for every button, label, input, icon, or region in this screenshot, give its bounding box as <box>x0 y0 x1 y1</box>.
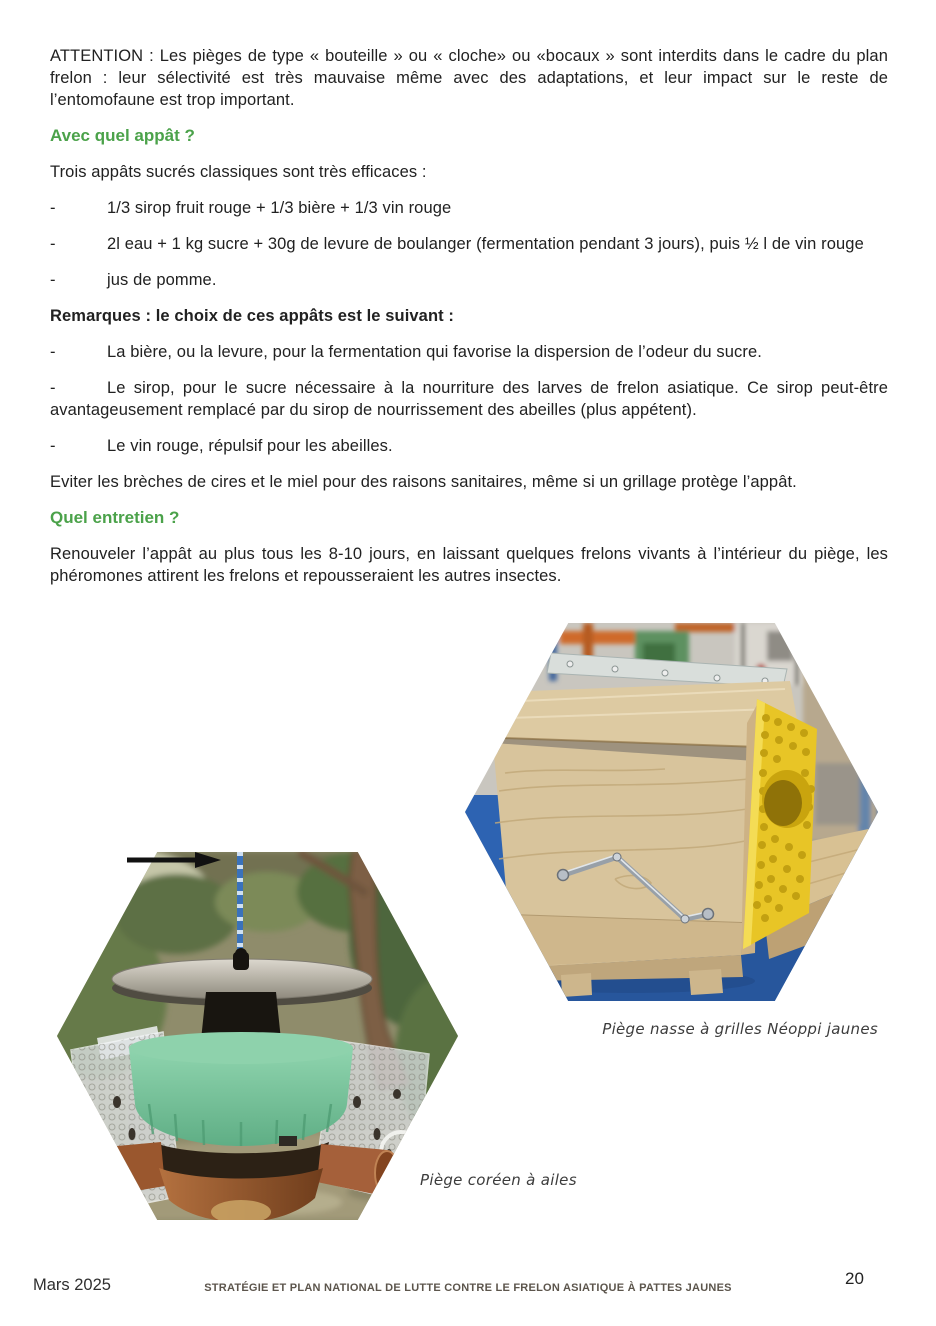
bait-item-text: 1/3 sirop fruit rouge + 1/3 bière + 1/3 vin rouge <box>107 199 452 217</box>
maintenance-paragraph: Renouveler l’appât au plus tous les 8-10 jours, en laissant quelques frelons vivants à l’intérieur du piège, les phéromones attirent les frelons et repousseraient les autres insectes. <box>50 545 888 585</box>
remark-item <box>50 341 888 363</box>
bait-heading: Avec quel appât ? <box>50 126 195 145</box>
list-marker: - <box>50 199 56 217</box>
list-marker: - <box>50 437 56 455</box>
bait-item <box>50 197 888 219</box>
list-marker: - <box>50 235 56 253</box>
remark-item <box>50 377 888 421</box>
footer-title: STRATÉGIE ET PLAN NATIONAL DE LUTTE CONTRE LE FRELON ASIATIQUE À PATTES JAUNES <box>204 1282 732 1294</box>
figure-caption-neoppi: Piège nasse à grilles Néoppi jaunes <box>602 1020 878 1038</box>
remark-item-text: La bière, ou la levure, pour la fermentation qui favorise la dispersion de l’odeur du sucre. <box>107 343 762 361</box>
bait-item <box>50 233 888 255</box>
figure-neoppi-trap <box>465 623 878 1001</box>
remark-item-text: Le sirop, pour le sucre nécessaire à la nourriture des larves de frelon asiatique. Ce sirop peut-être avantageusement remplacé par du sirop de nourrissement des abeilles (plus appétent). <box>50 379 888 419</box>
bait-item <box>50 269 888 291</box>
list-marker: - <box>50 343 56 361</box>
list-marker: - <box>50 271 56 289</box>
bait-intro: Trois appâts sucrés classiques sont très efficaces : <box>50 163 427 181</box>
avoid-paragraph: Eviter les brèches de cires et le miel pour des raisons sanitaires, même si un grillage protège l’appât. <box>50 473 797 491</box>
page-number: 20 <box>845 1269 864 1288</box>
arrow-icon <box>125 851 223 869</box>
korean-trap-photo <box>57 852 458 1220</box>
remarks-heading: Remarques : le choix de ces appâts est le suivant : <box>50 307 454 325</box>
figure-korean-trap <box>57 852 458 1220</box>
remark-item <box>50 435 888 457</box>
footer-date: Mars 2025 <box>33 1276 111 1294</box>
bait-item-text: 2l eau + 1 kg sucre + 30g de levure de boulanger (fermentation pendant 3 jours), puis ½ l de vin rouge <box>107 235 864 253</box>
bait-item-text: jus de pomme. <box>107 271 217 289</box>
attention-paragraph: ATTENTION : Les pièges de type « bouteille » ou « cloche» ou «bocaux » sont interdits dans le cadre du plan frelon : leur sélectivité est très mauvaise même avec des adaptations, et leur impact sur le reste de l’entomofaune est trop important. <box>50 47 888 109</box>
neoppi-trap-photo <box>465 623 878 1001</box>
remark-item-text: Le vin rouge, répulsif pour les abeilles. <box>107 437 393 455</box>
maintenance-heading: Quel entretien ? <box>50 508 180 527</box>
list-marker: - <box>50 379 56 397</box>
text-content <box>50 45 888 601</box>
figure-caption-korean: Piège coréen à ailes <box>420 1171 577 1189</box>
